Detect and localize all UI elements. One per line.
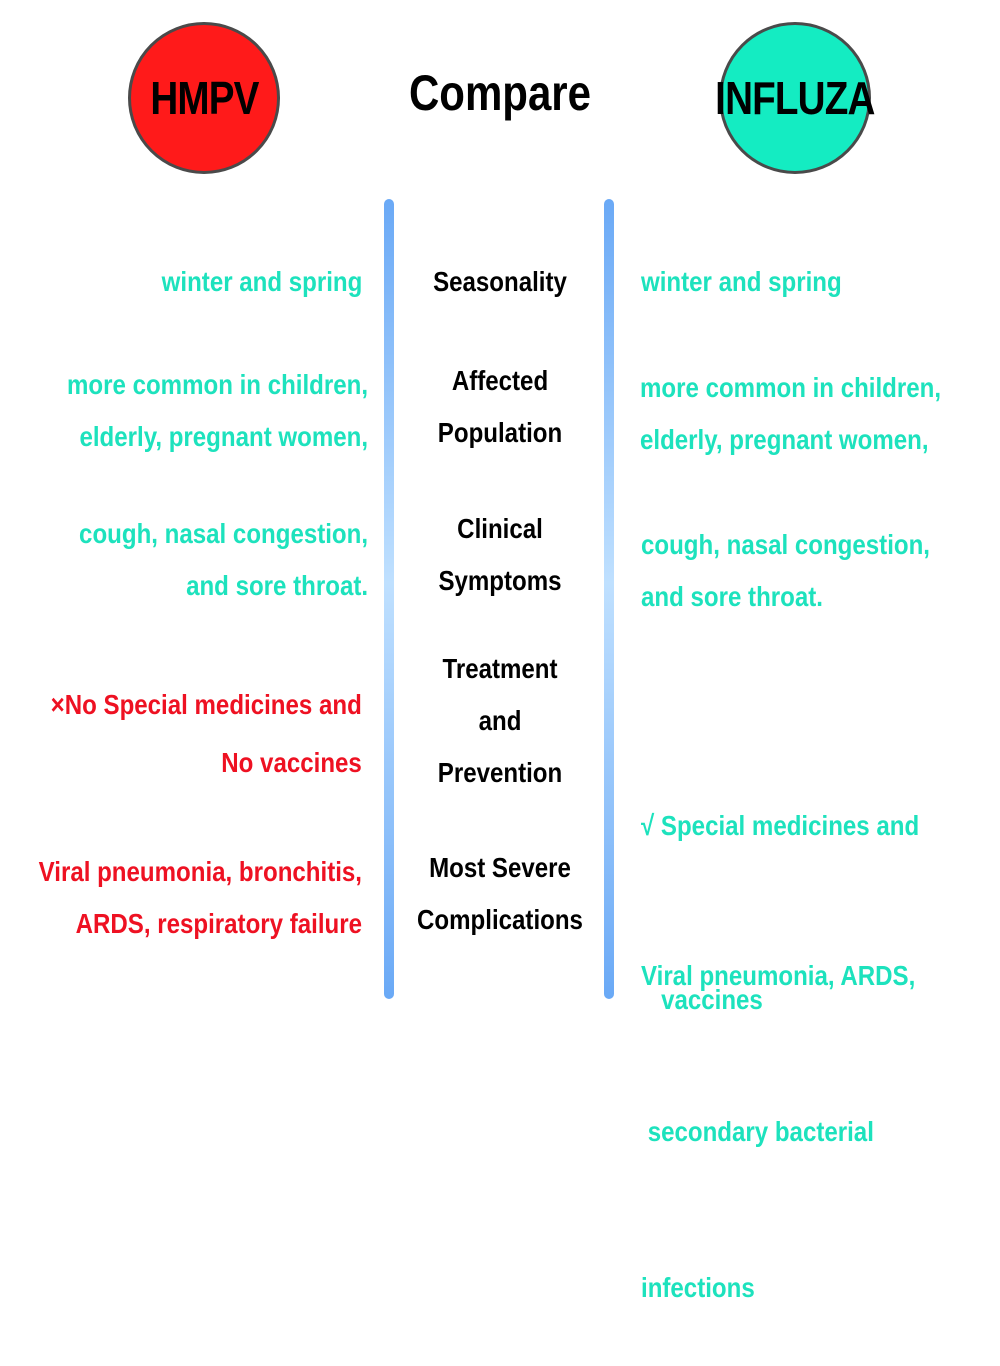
hmpv-label: HMPV [149,72,259,124]
influenza-circle [715,22,875,174]
influenza-treatment: √ Special medicines and vaccines [641,810,920,1015]
influenza-symptoms: cough, nasal congestion, and sore throat. [641,529,931,612]
category-severe-complications: Most Severe Complications [417,852,583,935]
category-seasonality: Seasonality [433,266,567,297]
compare-title: Compare [408,65,592,121]
hmpv-symptoms: cough, nasal congestion, and sore throat. [78,518,368,601]
category-affected-population: Affected Population [437,365,563,448]
hmpv-treatment: ×No Special medicines and No vaccines [50,689,362,778]
influenza-complications: Viral pneumonia, ARDS, secondary bacterial infections [641,960,916,1303]
hmpv-complications: Viral pneumonia, bronchitis, ARDS, respiratory failure [38,856,362,939]
influenza-population: more common in children, elderly, pregnant women, [640,372,942,455]
influenza-label: INFLUZA [715,72,875,124]
hmpv-population: more common in children, elderly, pregnant women, [66,369,368,452]
left-divider-bar [384,199,394,999]
category-clinical-symptoms: Clinical Symptoms [438,513,562,596]
hmpv-seasonality: winter and spring [161,266,362,297]
hmpv-circle [128,22,280,174]
right-divider-bar [604,199,614,999]
category-treatment-prevention: Treatment and Prevention [437,653,563,788]
influenza-seasonality: winter and spring [641,266,842,297]
